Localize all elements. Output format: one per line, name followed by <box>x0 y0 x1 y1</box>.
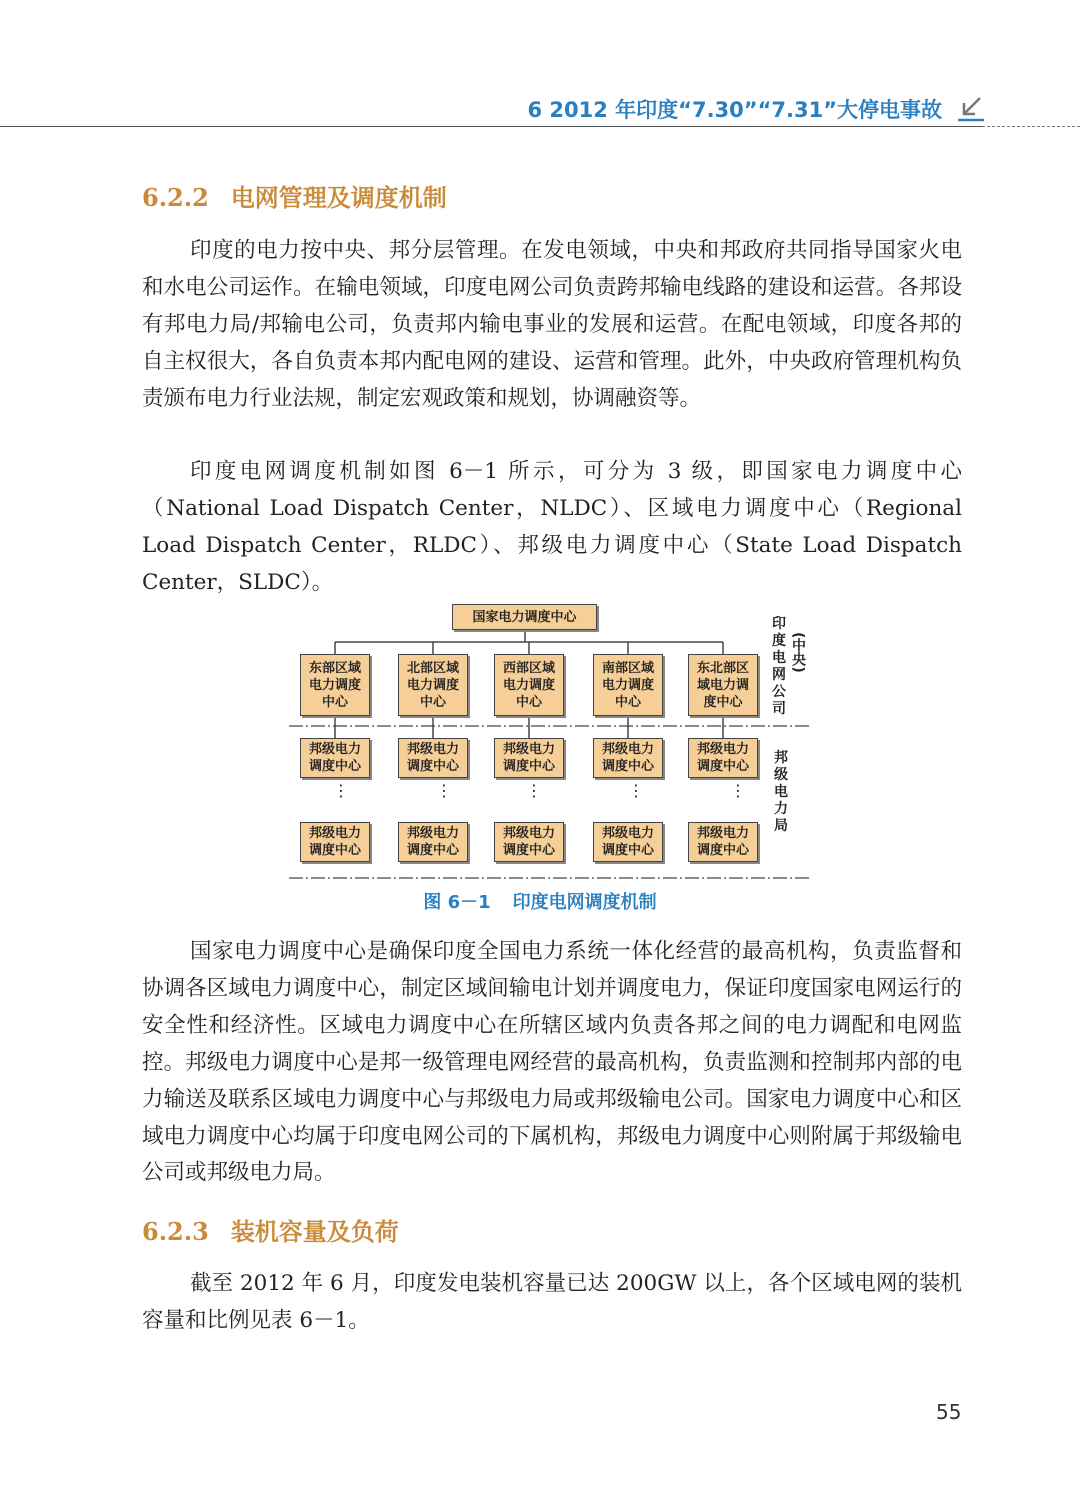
vertical-ellipsis: ⋮ <box>526 781 542 800</box>
regional-center-box-northeast: 东北部区域电力调度中心 <box>688 654 758 716</box>
side-label-central: (中央) <box>790 632 806 673</box>
regional-center-box-east: 东部区域电力调度中心 <box>300 654 370 716</box>
dispatch-hierarchy-diagram <box>285 600 825 890</box>
section-heading-622 <box>142 178 447 213</box>
section-number: 6.2.2 <box>142 183 209 212</box>
vertical-ellipsis: ⋮ <box>730 781 746 800</box>
state-center-box: 邦级电力调度中心 <box>300 822 370 862</box>
national-dispatch-center-box: 国家电力调度中心 <box>452 604 597 630</box>
side-label-india-grid-company: 印度电网公司 <box>772 616 786 717</box>
paragraph-1: 印度的电力按中央、邦分层管理。在发电领域，中央和邦政府共同指导国家火电和水电公司运作。在输电领域，印度电网公司负责跨邦输电线路的建设和运营。各邦设有邦电力局/邦输电公司，负责邦内输电事业的发展和运营。在配电领域，印度各邦的自主权很大，各自负责本邦内配电网的建设、运营和管理。此外，中央政府管理机构负责颁布电力行业法规，制定宏观政策和规划，协调融资等。 <box>142 238 962 411</box>
running-head <box>0 88 1080 128</box>
paragraph-4: 截至 2012 年 6 月，印度发电装机容量已达 200GW 以上，各个区域电网的装机容量和比例见表 6－1。 <box>142 1271 962 1333</box>
regional-center-box-south: 南部区域电力调度中心 <box>593 654 663 716</box>
section-title: 电网管理及调度机制 <box>230 183 447 212</box>
state-center-box: 邦级电力调度中心 <box>593 822 663 862</box>
running-head-title: 6 2012 年印度“7.30”“7.31”大停电事故 <box>527 98 942 122</box>
figure-title: 印度电网调度机制 <box>512 892 657 913</box>
corner-arrow-icon <box>956 92 986 122</box>
vertical-ellipsis: ⋮ <box>436 781 452 800</box>
state-center-box: 邦级电力调度中心 <box>300 738 370 778</box>
header-rule <box>0 126 982 127</box>
page-number: 55 <box>936 1400 962 1424</box>
state-center-box: 邦级电力调度中心 <box>494 738 564 778</box>
section-title: 装机容量及负荷 <box>230 1217 399 1246</box>
state-center-box: 邦级电力调度中心 <box>398 738 468 778</box>
side-label-state-power-bureau: 邦级电力局 <box>774 750 788 834</box>
section-number: 6.2.3 <box>142 1217 209 1246</box>
state-center-box: 邦级电力调度中心 <box>494 822 564 862</box>
state-center-box: 邦级电力调度中心 <box>688 738 758 778</box>
vertical-ellipsis: ⋮ <box>333 781 349 800</box>
figure-number: 图 6－1 <box>423 892 491 913</box>
regional-center-box-north: 北部区域电力调度中心 <box>398 654 468 716</box>
header-dashed-rule <box>982 126 1080 127</box>
vertical-ellipsis: ⋮ <box>628 781 644 800</box>
paragraph-2: 印度电网调度机制如图 6－1 所示，可分为 3 级，即国家电力调度中心（National Load Dispatch Center，NLDC）、区域电力调度中心（Regional Load Dispatch Center，RLDC）、邦级电力调度中心（State Load Dispatch Center，SLDC）。 <box>142 459 962 595</box>
paragraph-3: 国家电力调度中心是确保印度全国电力系统一体化经营的最高机构，负责监督和协调各区域电力调度中心，制定区域间输电计划并调度电力，保证印度国家电网运行的安全性和经济性。区域电力调度中心在所辖区域内负责各邦之间的电力调配和电网监控。邦级电力调度中心是邦一级管理电网经营的最高机构，负责监测和控制邦内部的电力输送及联系区域电力调度中心与邦级电力局或邦级输电公司。国家电力调度中心和区域电力调度中心均属于印度电网公司的下属机构，邦级电力调度中心则附属于邦级输电公司或邦级电力局。 <box>142 939 962 1186</box>
state-center-box: 邦级电力调度中心 <box>688 822 758 862</box>
regional-center-box-west: 西部区域电力调度中心 <box>494 654 564 716</box>
state-center-box: 邦级电力调度中心 <box>398 822 468 862</box>
section-heading-623 <box>142 1212 399 1247</box>
figure-caption <box>0 888 1080 914</box>
state-center-box: 邦级电力调度中心 <box>593 738 663 778</box>
